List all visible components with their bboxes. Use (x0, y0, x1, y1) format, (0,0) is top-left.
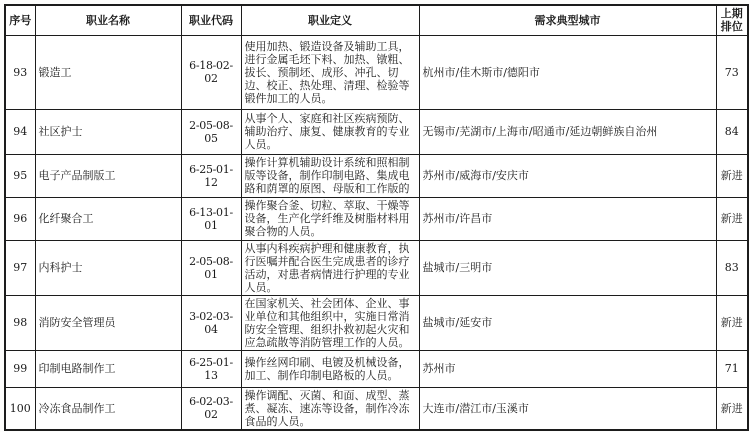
serial-number-cell: 94 (5, 109, 35, 154)
header-occupation-definition: 职业定义 (241, 5, 419, 35)
serial-number-cell: 95 (5, 154, 35, 197)
occupation-code-cell: 2-05-08-01 (181, 240, 241, 295)
occupation-definition-cell: 操作调配、灭菌、和面、成型、蒸煮、凝冻、速冻等设备，制作冷冻食品的人员。 (241, 387, 419, 430)
header-row (5, 5, 748, 35)
header-demand-cities: 需求典型城市 (419, 5, 716, 35)
table-row (5, 387, 748, 430)
occupation-code-cell: 3-02-03-04 (181, 295, 241, 350)
occupation-definition-cell: 操作丝网印刷、电镀及机械设备，加工、制作印制电路板的人员。 (241, 350, 419, 387)
table-row (5, 295, 748, 350)
occupation-definition-cell: 从事个人、家庭和社区疾病预防、辅助治疗、康复、健康教育的专业人员。 (241, 109, 419, 154)
serial-number-cell: 93 (5, 35, 35, 109)
last-period-rank-cell: 新进 (716, 197, 748, 240)
occupation-code-cell: 6-18-02-02 (181, 35, 241, 109)
last-period-rank-cell: 新进 (716, 295, 748, 350)
last-period-rank-cell: 73 (716, 35, 748, 109)
occupation-name-cell: 冷冻食品制作工 (35, 387, 181, 430)
occupation-definition-cell: 使用加热、锻造设备及辅助工具，进行金属毛坯下料、加热、镦粗、拔长、预制坯、成形、冲孔、切边、校正、热处理、清理、检验等锻件加工的人员。 (241, 35, 419, 109)
last-period-rank-cell: 83 (716, 240, 748, 295)
occupation-name-cell: 印制电路制作工 (35, 350, 181, 387)
demand-cities-cell: 杭州市/佳木斯市/德阳市 (419, 35, 716, 109)
header-occupation-name: 职业名称 (35, 5, 181, 35)
demand-cities-cell: 苏州市/许昌市 (419, 197, 716, 240)
occupation-name-cell: 消防安全管理员 (35, 295, 181, 350)
occupation-code-cell: 6-02-03-02 (181, 387, 241, 430)
occupation-ranking-table (4, 4, 749, 431)
last-period-rank-cell: 新进 (716, 154, 748, 197)
table-body (5, 35, 748, 430)
occupation-name-cell: 化纤聚合工 (35, 197, 181, 240)
demand-cities-cell: 苏州市 (419, 350, 716, 387)
demand-cities-cell: 大连市/潜江市/玉溪市 (419, 387, 716, 430)
occupation-definition-cell: 操作聚合釜、切粒、萃取、干燥等设备，生产化学纤维及树脂材料用聚合物的人员。 (241, 197, 419, 240)
serial-number-cell: 96 (5, 197, 35, 240)
last-period-rank-cell: 新进 (716, 387, 748, 430)
demand-cities-cell: 盐城市/延安市 (419, 295, 716, 350)
serial-number-cell: 100 (5, 387, 35, 430)
occupation-code-cell: 6-13-01-01 (181, 197, 241, 240)
occupation-definition-cell: 操作计算机辅助设计系统和照相制版等设备，制作印制电路、集成电路和荫罩的原图、母版和工作版的 (241, 154, 419, 197)
serial-number-cell: 97 (5, 240, 35, 295)
table-header (5, 5, 748, 35)
serial-number-cell: 99 (5, 350, 35, 387)
serial-number-cell: 98 (5, 295, 35, 350)
occupation-name-cell: 电子产品制版工 (35, 154, 181, 197)
table-row (5, 154, 748, 197)
occupation-definition-cell: 从事内科疾病护理和健康教育，执行医嘱并配合医生完成患者的诊疗活动，对患者病情进行护理的专业人员。 (241, 240, 419, 295)
header-serial-number: 序号 (5, 5, 35, 35)
last-period-rank-cell: 84 (716, 109, 748, 154)
occupation-name-cell: 社区护士 (35, 109, 181, 154)
header-last-period-rank: 上期排位 (716, 5, 748, 35)
table-row (5, 350, 748, 387)
last-period-rank-cell: 71 (716, 350, 748, 387)
demand-cities-cell: 苏州市/威海市/安庆市 (419, 154, 716, 197)
table-row (5, 35, 748, 109)
table-row (5, 240, 748, 295)
table-row (5, 197, 748, 240)
demand-cities-cell: 无锡市/芜湖市/上海市/昭通市/延边朝鲜族自治州 (419, 109, 716, 154)
occupation-name-cell: 内科护士 (35, 240, 181, 295)
occupation-name-cell: 锻造工 (35, 35, 181, 109)
demand-cities-cell: 盐城市/三明市 (419, 240, 716, 295)
occupation-code-cell: 6-25-01-13 (181, 350, 241, 387)
table-row (5, 109, 748, 154)
occupation-code-cell: 6-25-01-12 (181, 154, 241, 197)
header-occupation-code: 职业代码 (181, 5, 241, 35)
occupation-code-cell: 2-05-08-05 (181, 109, 241, 154)
occupation-definition-cell: 在国家机关、社会团体、企业、事业单位和其他组织中，实施日常消防安全管理、组织扑救初起火灾和应急疏散等消防管理工作的人员。 (241, 295, 419, 350)
